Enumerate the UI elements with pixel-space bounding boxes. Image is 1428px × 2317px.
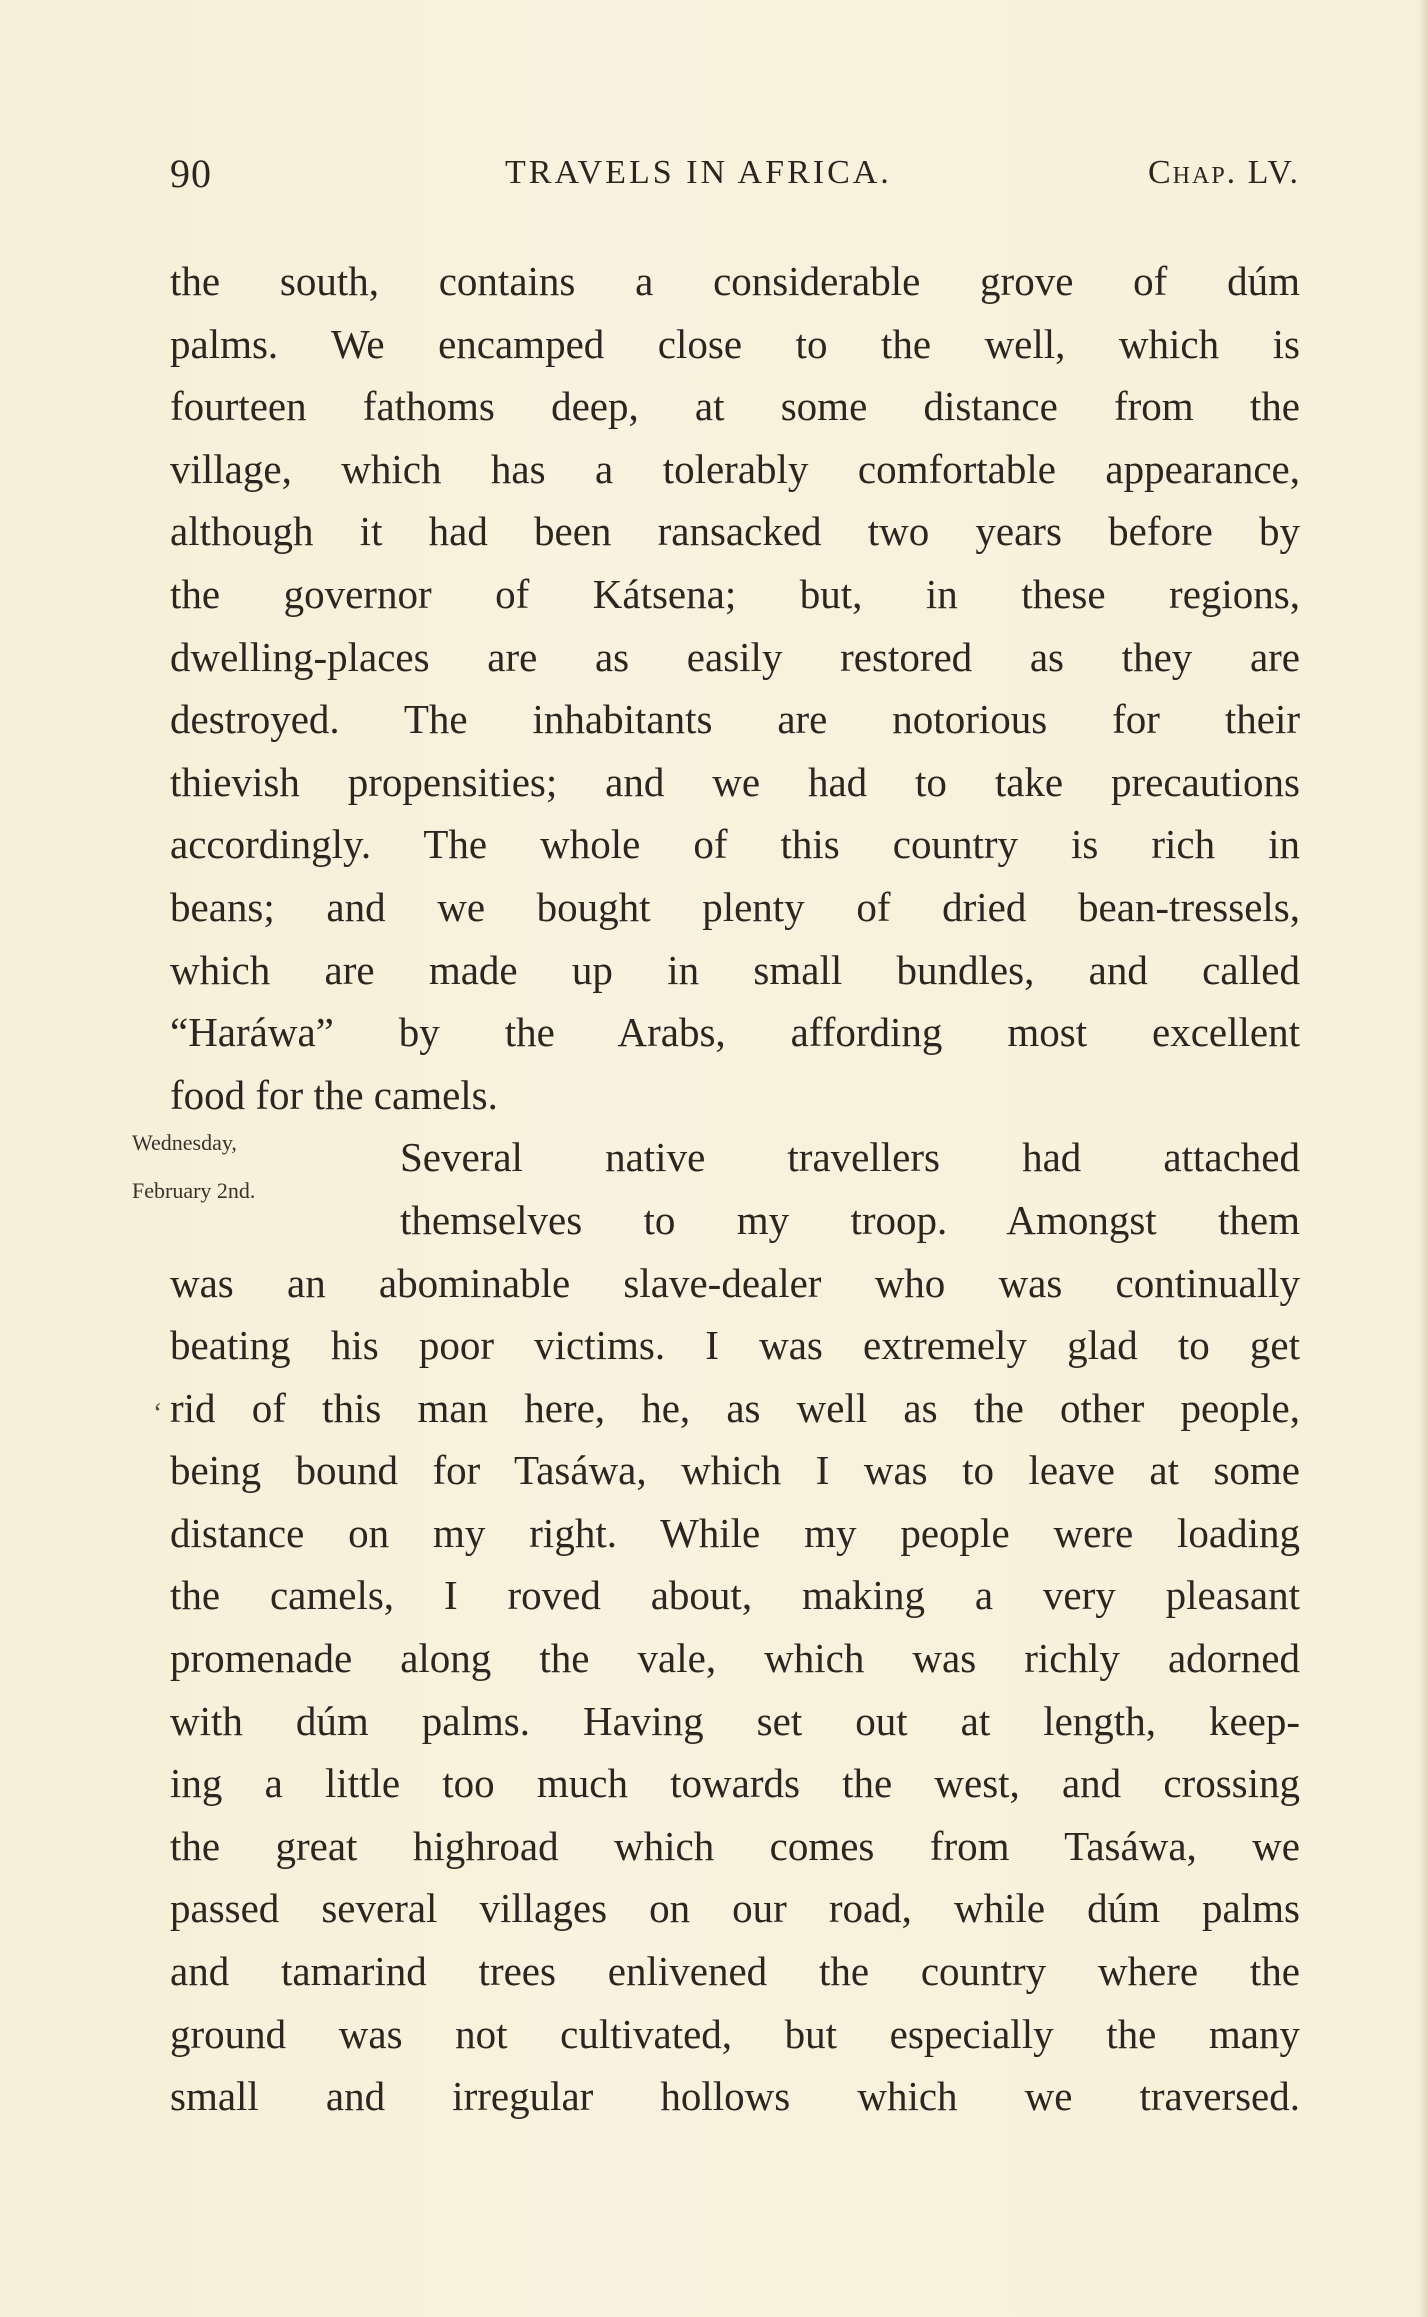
text-line: with dúm palms. Having set out at length, keep- (170, 1697, 1300, 1744)
text-line: passed several villages on our road, while dúm palms (170, 1885, 1300, 1932)
page-number: 90 (170, 151, 212, 196)
text-line: and tamarind trees enlivened the country where the (170, 1948, 1300, 1995)
page-header (170, 150, 1300, 210)
text-line: beating his poor victims. I was extremely glad to get (170, 1322, 1300, 1369)
indented-line: Several native travellers had attached (400, 1134, 1300, 1181)
text-line: the governor of Kátsena; but, in these regions, (170, 570, 1300, 617)
text-line: village, which has a tolerably comfortable appearance, (170, 445, 1300, 492)
text-line: the great highroad which comes from Tasáwa, we (170, 1822, 1300, 1869)
indented-line: themselves to my troop. Amongst them (400, 1196, 1300, 1243)
text-line: the south, contains a considerable grove of dúm (170, 258, 1300, 304)
text-line: ing a little too much towards the west, and crossing (170, 1760, 1300, 1807)
text-line: being bound for Tasáwa, which I was to leave at some (170, 1447, 1300, 1494)
text-line: fourteen fathoms deep, at some distance from the (170, 383, 1300, 430)
text-line: dwelling-places are as easily restored as they are (170, 633, 1300, 680)
text-line: destroyed. The inhabitants are notorious for their (170, 696, 1300, 743)
running-title: TRAVELS IN AFRICA. (505, 154, 892, 191)
text-line: ground was not cultivated, but especially the many (170, 2010, 1300, 2057)
text-line: rid of this man here, he, as well as the other people, (170, 1384, 1300, 1431)
text-line: the camels, I roved about, making a very pleasant (170, 1572, 1300, 1619)
body-text (170, 250, 1300, 2128)
text-line: thievish propensities; and we had to take precautions (170, 758, 1300, 805)
text-line: promenade along the vale, which was richly adorned (170, 1635, 1300, 1682)
text-line: which are made up in small bundles, and called (170, 946, 1300, 993)
paragraph-end-line: food for the camels. (170, 1071, 498, 1118)
text-line: “Haráwa” by the Arabs, affording most excellent (170, 1009, 1300, 1056)
text-line: was an abominable slave-dealer who was continually (170, 1259, 1300, 1306)
chapter-label: Chap. LV. (1147, 154, 1300, 191)
text-line: beans; and we bought plenty of dried bean-tressels, (170, 883, 1300, 930)
text-line: distance on my right. While my people were loading (170, 1509, 1300, 1556)
margin-note-weekday: Wednesday, (132, 1130, 237, 1155)
margin-note-month: February 2nd. (132, 1178, 256, 1203)
text-line: small and irregular hollows which we traversed. (170, 2073, 1300, 2120)
margin-mark: ‘ (153, 1398, 163, 1429)
page-edge-shadow (1418, 0, 1428, 2317)
text-line: palms. We encamped close to the well, which is (170, 320, 1300, 367)
text-line: although it had been ransacked two years before by (170, 508, 1300, 555)
text-line: accordingly. The whole of this country is rich in (170, 821, 1300, 868)
